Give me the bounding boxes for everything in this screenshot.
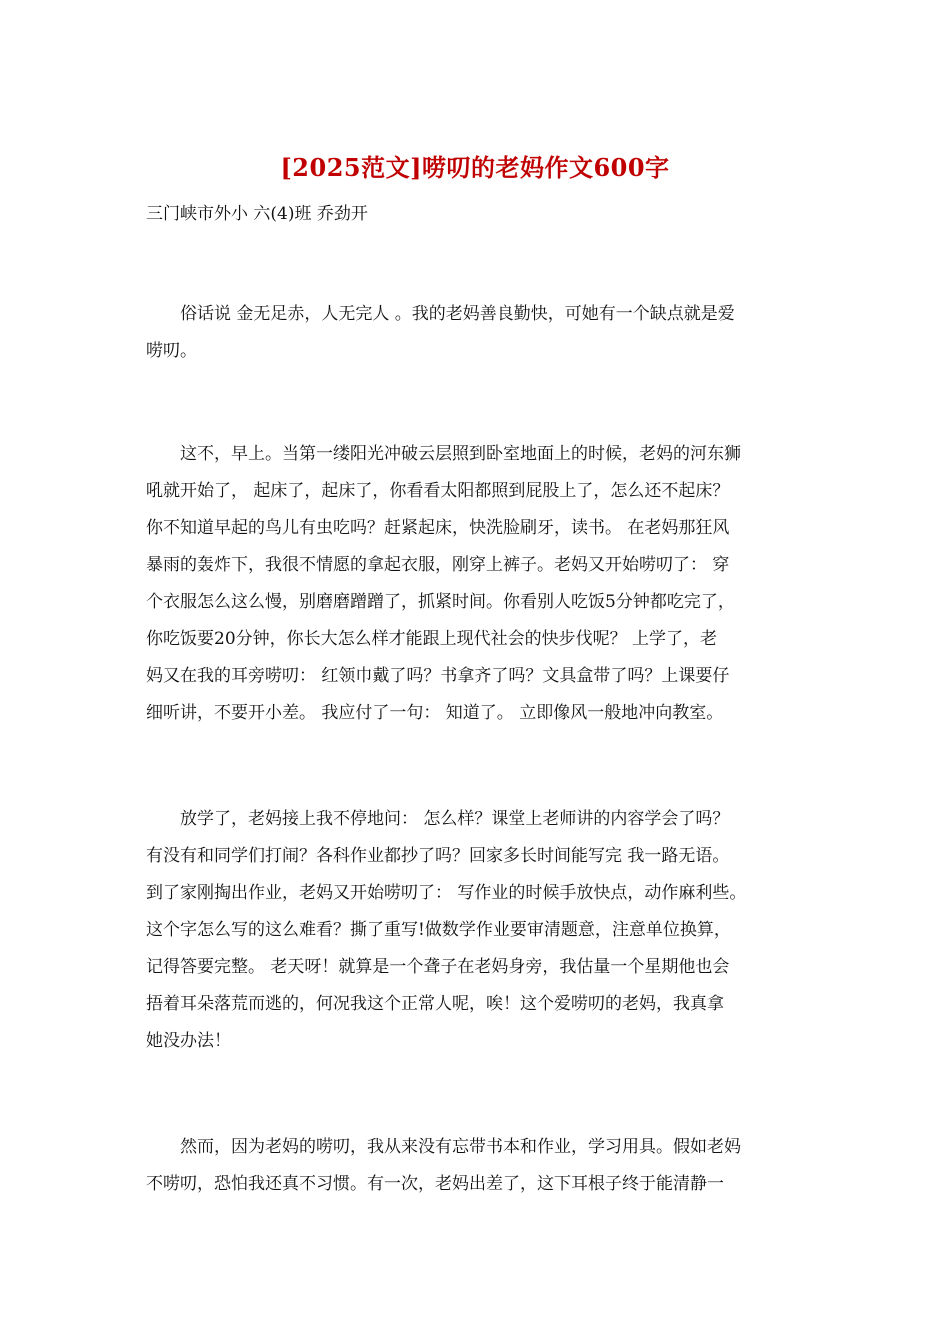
document-title: [2025范文]唠叨的老妈作文600字 (280, 153, 670, 182)
paragraph-4 (146, 1129, 814, 1203)
paragraph-line: 暴雨的轰炸下，我很不情愿的拿起衣服，刚穿上裤子。老妈又开始唠叨了： 穿 (146, 555, 730, 575)
author-line: 三门峡市外小 六(4)班 乔劲开 (146, 204, 368, 224)
paragraph-line: 你吃饭要20分钟，你长大怎么样才能跟上现代社会的快步伐呢？ 上学了，老 (146, 629, 718, 649)
paragraph-line: 记得答要完整。 老天呀！就算是一个聋子在老妈身旁，我估量一个星期他也会 (146, 957, 730, 977)
paragraph-line: 妈又在我的耳旁唠叨： 红领巾戴了吗？书拿齐了吗？文具盒带了吗？上课要仔 (146, 666, 730, 686)
paragraph-3 (146, 801, 814, 1060)
paragraph-line: 你不知道早起的鸟儿有虫吃吗？赶紧起床，快洗脸刷牙，读书。 在老妈那狂风 (146, 518, 730, 538)
paragraph-line: 唠叨。 (146, 341, 197, 361)
paragraph-line: 然而，因为老妈的唠叨，我从来没有忘带书本和作业，学习用具。假如老妈 (146, 1137, 741, 1157)
paragraph-line: 细听讲，不要开小差。 我应付了一句： 知道了。 立即像风一般地冲向教室。 (146, 703, 724, 723)
paragraph-line: 捂着耳朵落荒而逃的，何况我这个正常人呢，唉！这个爱唠叨的老妈，我真拿 (146, 994, 724, 1014)
paragraph-1 (146, 296, 814, 370)
paragraph-2 (146, 436, 814, 732)
paragraph-line: 这个字怎么写的这么难看？撕了重写!做数学作业要审清题意，注意单位换算， (146, 920, 731, 940)
paragraph-line: 吼就开始了， 起床了，起床了，你看看太阳都照到屁股上了，怎么还不起床？ (146, 481, 730, 501)
paragraph-line: 放学了，老妈接上我不停地问： 怎么样？课堂上老师讲的内容学会了吗？ (146, 809, 730, 829)
paragraph-line: 俗话说 金无足赤，人无完人 。我的老妈善良勤快，可她有一个缺点就是爱 (146, 304, 735, 324)
paragraph-line: 这不，早上。当第一缕阳光冲破云层照到卧室地面上的时候，老妈的河东狮 (146, 444, 741, 464)
paragraph-line: 个衣服怎么这么慢，别磨磨蹭蹭了，抓紧时间。你看别人吃饭5分钟都吃完了， (146, 592, 735, 612)
paragraph-line: 有没有和同学们打闹？各科作业都抄了吗？回家多长时间能写完 我一路无语。 (146, 846, 730, 866)
paragraph-line: 不唠叨，恐怕我还真不习惯。有一次，老妈出差了，这下耳根子终于能清静一 (146, 1174, 724, 1194)
paragraph-line: 到了家刚掏出作业，老妈又开始唠叨了： 写作业的时候手放快点，动作麻利些。 (146, 883, 747, 903)
paragraph-line: 她没办法！ (146, 1031, 231, 1051)
